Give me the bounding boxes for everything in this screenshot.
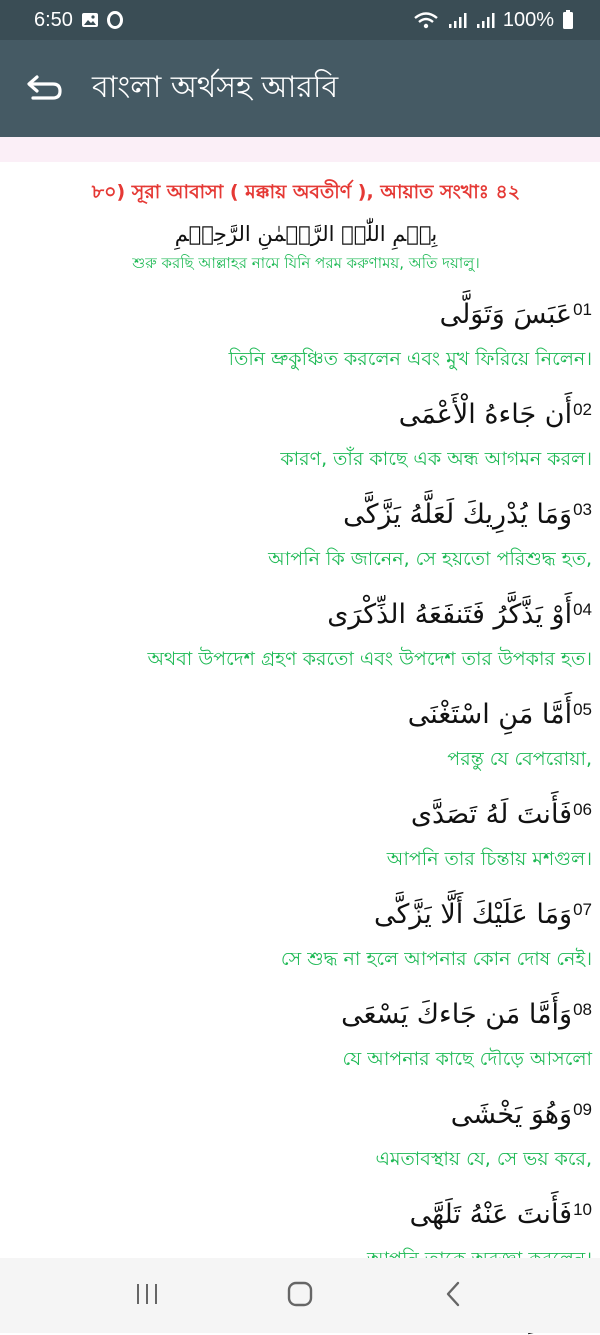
back-button[interactable] [0, 40, 90, 137]
ayah-item[interactable] [20, 295, 592, 377]
ayah-meaning: কারণ, তাঁর কাছে এক অন্ধ আগমন করল। [280, 448, 592, 470]
ayah-arabic: وَمَا عَلَيْكَ أَلَّا يَزَّكَّى [373, 899, 573, 930]
ayah-number: 03 [573, 500, 592, 519]
ayah-item[interactable] [20, 1095, 592, 1177]
ayah-meaning: পরন্তু যে বেপরোয়া, [447, 748, 592, 770]
image-icon [81, 12, 99, 28]
ayah-item[interactable] [20, 895, 592, 977]
status-time: 6:50 [34, 8, 73, 31]
ayah-arabic: أَمَّا مَنِ اسْتَغْنَى [407, 699, 573, 730]
chevron-left-icon [443, 1280, 463, 1312]
back-arrow-icon [25, 71, 65, 107]
ayah-item[interactable] [20, 395, 592, 477]
home-icon [286, 1280, 314, 1312]
surah-content[interactable] [0, 162, 600, 1258]
signal-icon [447, 11, 467, 29]
ayah-arabic-row [20, 995, 592, 1035]
ayah-arabic: أَوْ يَذَّكَّرُ فَتَنفَعَهُ الذِّكْرَى [327, 599, 573, 630]
recents-icon [134, 1282, 160, 1310]
app-title: বাংলা অর্থসহ আরবি [92, 70, 339, 105]
ayah-number: 06 [573, 800, 592, 819]
system-nav-bar [0, 1258, 600, 1333]
ayah-meaning: আপনি কি জানেন, সে হয়তো পরিশুদ্ধ হত, [268, 548, 592, 570]
ayah-list [20, 295, 592, 1335]
recents-button[interactable] [107, 1266, 187, 1326]
ayah-number: 04 [573, 600, 592, 619]
ayah-meaning: আপনি তার চিন্তায় মশগুল। [386, 848, 592, 870]
ayah-number: 07 [573, 900, 592, 919]
app-bar [0, 40, 600, 137]
ayah-arabic-row [20, 495, 592, 535]
nav-back-button[interactable] [413, 1266, 493, 1326]
ayah-arabic-row [20, 795, 592, 835]
ayah-arabic-row [20, 695, 592, 735]
ayah-arabic: وَهُوَ يَخْشَى [450, 1099, 573, 1130]
ayah-arabic: عَبَسَ وَتَوَلَّى [439, 299, 573, 330]
ayah-number: 02 [573, 400, 592, 419]
ayah-number: 08 [573, 1000, 592, 1019]
ayah-meaning: তিনি ভ্রুকুঞ্চিত করলেন এবং মুখ ফিরিয়ে নিলেন। [228, 348, 592, 370]
ayah-meaning: এমতাবস্থায় যে, সে ভয় করে, [375, 1148, 592, 1170]
ayah-number: 05 [573, 700, 592, 719]
signal-icon-2 [475, 11, 495, 29]
battery-icon [562, 10, 574, 30]
bismillah-arabic: بِسۡمِ اللّٰہِ الرَّحۡمٰنِ الرَّحِیۡمِ [174, 222, 438, 246]
ayah-arabic-row [20, 595, 592, 635]
ayah-arabic: أَن جَاءهُ الْأَعْمَى [398, 399, 573, 430]
ayah-item[interactable] [20, 795, 592, 877]
surah-heading: ৮০) সূরা আবাসা ( মক্কায় অবতীর্ণ ), আয়াত সংখাঃ ৪২ [91, 181, 521, 203]
status-bar [0, 0, 600, 40]
ayah-meaning: যে আপনার কাছে দৌড়ে আসলো [342, 1048, 592, 1070]
ayah-item[interactable] [20, 595, 592, 677]
ayah-number: 01 [573, 300, 592, 319]
bismillah-meaning: শুরু করছি আল্লাহর নামে যিনি পরম করুণাময়, অতি দয়ালু। [132, 254, 480, 272]
ayah-item[interactable] [20, 995, 592, 1077]
ayah-item[interactable] [20, 495, 592, 577]
ayah-number: 09 [573, 1100, 592, 1119]
opera-icon [107, 11, 123, 29]
ayah-arabic-row [20, 1095, 592, 1135]
ayah-meaning: অথবা উপদেশ গ্রহণ করতো এবং উপদেশ তার উপকার হত। [147, 648, 592, 670]
wifi-icon [413, 10, 439, 30]
ayah-arabic-row [20, 895, 592, 935]
battery-percent: 100% [502, 8, 554, 31]
ayah-arabic-row [20, 1195, 592, 1235]
ayah-arabic: وَمَا يُدْرِيكَ لَعَلَّهُ يَزَّكَّى [343, 499, 573, 530]
ayah-item[interactable] [20, 695, 592, 777]
status-left [34, 9, 123, 32]
home-button[interactable] [260, 1266, 340, 1326]
ayah-arabic-row [20, 395, 592, 435]
ayah-number: 10 [573, 1200, 592, 1219]
ayah-meaning: সে শুদ্ধ না হলে আপনার কোন দোষ নেই। [280, 948, 592, 970]
ayah-arabic: فَأَنتَ عَنْهُ تَلَهَّى [409, 1199, 573, 1230]
ayah-arabic: وَأَمَّا مَن جَاءكَ يَسْعَى [341, 999, 573, 1030]
header-divider-strip [0, 137, 600, 162]
status-right [413, 9, 574, 32]
ayah-arabic-row [20, 295, 592, 335]
ayah-arabic: فَأَنتَ لَهُ تَصَدَّى [410, 799, 573, 830]
